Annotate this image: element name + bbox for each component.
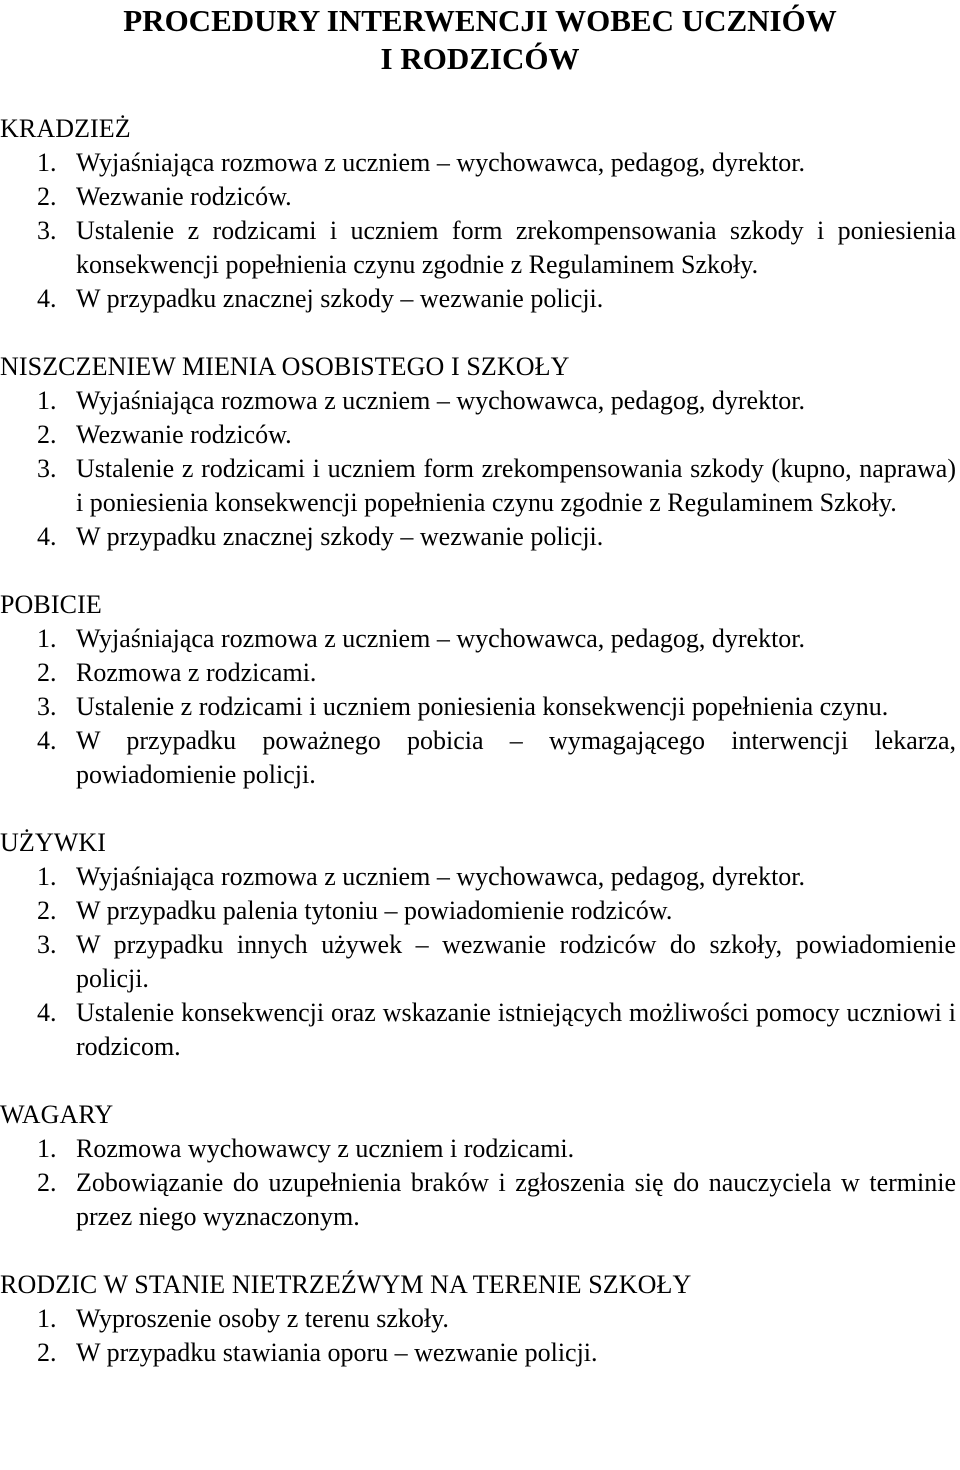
- item-text: Ustalenie z rodzicami i uczniem poniesienia konsekwencji popełnienia czynu.: [76, 692, 889, 721]
- item-text: Wyjaśniająca rozmowa z uczniem – wychowawca, pedagog, dyrektor.: [76, 624, 806, 653]
- item-text: W przypadku stawiania oporu – wezwanie policji.: [76, 1338, 598, 1367]
- item-text: W przypadku znacznej szkody – wezwanie policji.: [76, 284, 604, 313]
- item-number: 4.: [37, 998, 57, 1027]
- procedure-list: [0, 1302, 956, 1370]
- document-title: [0, 2, 960, 78]
- list-item: [0, 180, 956, 214]
- item-number: 1.: [37, 862, 57, 891]
- item-text: Ustalenie z rodzicami i uczniem form zrekompensowania szkody i poniesienia konsekwencji popełnienia czynu zgodnie z Regulaminem Szkoły.: [76, 216, 956, 279]
- item-text: W przypadku poważnego pobicia – wymagającego interwencji lekarza, powiadomienie policji.: [76, 726, 956, 789]
- list-item: [0, 894, 956, 928]
- item-number: 3.: [37, 692, 57, 721]
- list-item: [0, 1132, 956, 1166]
- item-number: 2.: [37, 896, 57, 925]
- item-number: 4.: [37, 522, 57, 551]
- procedure-list: [0, 1132, 956, 1234]
- item-text: Ustalenie konsekwencji oraz wskazanie istniejących możliwości pomocy uczniowi i rodzicom.: [76, 998, 956, 1061]
- procedure-list: [0, 384, 956, 554]
- item-text: Wezwanie rodziców.: [76, 420, 292, 449]
- item-text: Wezwanie rodziców.: [76, 182, 292, 211]
- item-text: Wyjaśniająca rozmowa z uczniem – wychowawca, pedagog, dyrektor.: [76, 862, 806, 891]
- item-text: Zobowiązanie do uzupełnienia braków i zgłoszenia się do nauczyciela w terminie przez niego wyznaczonym.: [76, 1168, 956, 1231]
- list-item: [0, 1336, 956, 1370]
- section-heading: RODZIC W STANIE NIETRZEŹWYM NA TERENIE SZKOŁY: [0, 1270, 692, 1299]
- item-number: 1.: [37, 624, 57, 653]
- list-item: [0, 996, 956, 1064]
- item-text: Rozmowa z rodzicami.: [76, 658, 317, 687]
- procedure-list: [0, 146, 956, 316]
- item-number: 4.: [37, 726, 57, 755]
- list-item: [0, 622, 956, 656]
- section-uzywki: [0, 826, 956, 1064]
- item-number: 1.: [37, 1304, 57, 1333]
- item-text: Wyjaśniająca rozmowa z uczniem – wychowawca, pedagog, dyrektor.: [76, 386, 806, 415]
- list-item: [0, 146, 956, 180]
- item-number: 1.: [37, 1134, 57, 1163]
- list-item: [0, 1166, 956, 1234]
- list-item: [0, 656, 956, 690]
- section-heading: WAGARY: [0, 1100, 114, 1129]
- list-item: [0, 860, 956, 894]
- item-number: 2.: [37, 658, 57, 687]
- list-item: [0, 520, 956, 554]
- section-rodzic-nietrzezwy: [0, 1268, 956, 1370]
- item-number: 3.: [37, 930, 57, 959]
- list-item: [0, 452, 956, 520]
- section-kradziez: [0, 112, 956, 316]
- list-item: [0, 1302, 956, 1336]
- section-niszczenie-mienia: [0, 350, 956, 554]
- item-text: Ustalenie z rodzicami i uczniem form zrekompensowania szkody (kupno, naprawa) i poniesienia konsekwencji popełnienia czynu zgodnie z Regulaminem Szkoły.: [76, 454, 956, 517]
- list-item: [0, 724, 956, 792]
- item-number: 2.: [37, 1338, 57, 1367]
- list-item: [0, 690, 956, 724]
- list-item: [0, 214, 956, 282]
- section-heading: POBICIE: [0, 590, 102, 619]
- list-item: [0, 928, 956, 996]
- item-number: 4.: [37, 284, 57, 313]
- procedure-list: [0, 622, 956, 792]
- item-text: W przypadku znacznej szkody – wezwanie policji.: [76, 522, 604, 551]
- section-heading: NISZCZENIEW MIENIA OSOBISTEGO I SZKOŁY: [0, 352, 570, 381]
- procedure-list: [0, 860, 956, 1064]
- item-number: 3.: [37, 454, 57, 483]
- list-item: [0, 418, 956, 452]
- section-wagary: [0, 1098, 956, 1234]
- list-item: [0, 282, 956, 316]
- section-heading: KRADZIEŻ: [0, 114, 131, 143]
- document-title-line-2: I RODZICÓW: [380, 41, 580, 76]
- item-text: Wyjaśniająca rozmowa z uczniem – wychowawca, pedagog, dyrektor.: [76, 148, 806, 177]
- item-text: Wyproszenie osoby z terenu szkoły.: [76, 1304, 449, 1333]
- item-number: 2.: [37, 420, 57, 449]
- item-number: 2.: [37, 182, 57, 211]
- list-item: [0, 384, 956, 418]
- item-number: 2.: [37, 1168, 57, 1197]
- item-number: 1.: [37, 386, 57, 415]
- item-text: W przypadku innych używek – wezwanie rodziców do szkoły, powiadomienie policji.: [76, 930, 956, 993]
- item-text: W przypadku palenia tytoniu – powiadomienie rodziców.: [76, 896, 673, 925]
- section-pobicie: [0, 588, 956, 792]
- item-number: 1.: [37, 148, 57, 177]
- document-title-line-1: PROCEDURY INTERWENCJI WOBEC UCZNIÓW: [123, 3, 837, 38]
- item-number: 3.: [37, 216, 57, 245]
- section-heading: UŻYWKI: [0, 828, 107, 857]
- item-text: Rozmowa wychowawcy z uczniem i rodzicami.: [76, 1134, 575, 1163]
- document-content: [0, 112, 956, 1370]
